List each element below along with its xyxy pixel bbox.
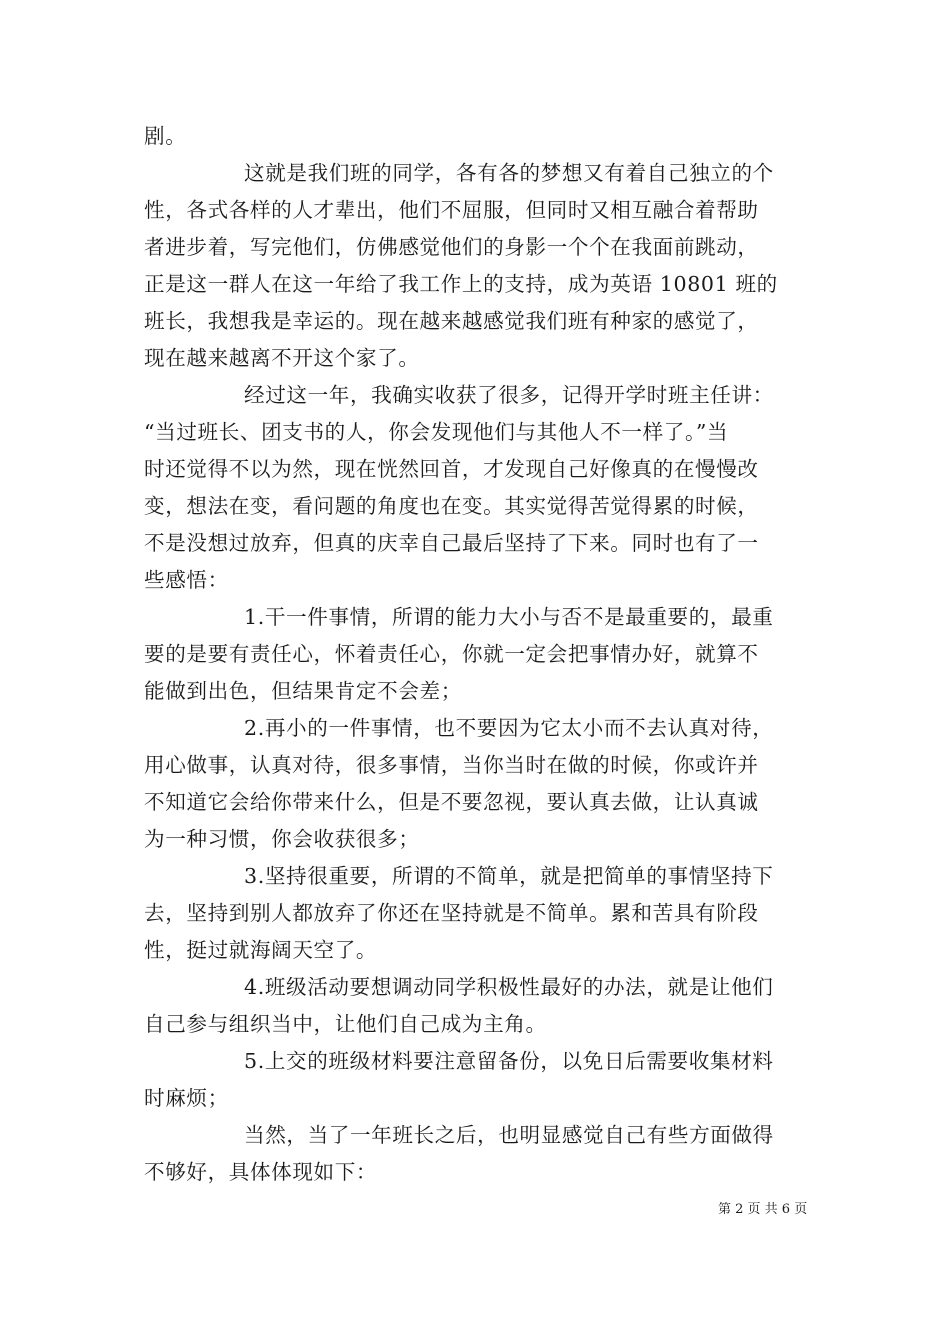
- text-line: 不是没想过放弃，但真的庆幸自己最后坚持了下来。同时也有了一: [144, 531, 759, 555]
- text-line: 去，坚持到别人都放弃了你还在坚持就是不简单。累和苦具有阶段: [144, 901, 759, 925]
- text-line: 现在越来越离不开这个家了。: [144, 346, 420, 370]
- text-line: 2.再小的一件事情，也不要因为它太小而不去认真对待，: [244, 716, 774, 740]
- text-line: 1.干一件事情，所谓的能力大小与否不是最重要的，最重: [244, 605, 774, 629]
- text-line: 5.上交的班级材料要注意留备份，以免日后需要收集材料: [244, 1049, 774, 1073]
- text-line: 性，各式各样的人才辈出，他们不屈服，但同时又相互融合着帮助: [144, 198, 759, 222]
- text-line: 不够好，具体体现如下：: [144, 1160, 378, 1184]
- text-line: 4.班级活动要想调动同学积极性最好的办法，就是让他们: [244, 975, 774, 999]
- text-line: 不知道它会给你带来什么，但是不要忽视，要认真去做，让认真诚: [144, 790, 759, 814]
- text-line: 能做到出色，但结果肯定不会差；: [144, 679, 462, 703]
- text-line: “当过班长、团支书的人，你会发现他们与其他人不一样了。”当: [144, 420, 729, 444]
- page-number-footer: 第 2 页 共 6 页: [718, 1202, 808, 1217]
- text-line: 当然，当了一年班长之后，也明显感觉自己有些方面做得: [244, 1123, 774, 1147]
- text-line: 些感悟：: [144, 568, 229, 592]
- text-line: 变，想法在变，看问题的角度也在变。其实觉得苦觉得累的时候，: [144, 494, 759, 518]
- text-line: 正是这一群人在这一年给了我工作上的支持，成为英语 10801 班的: [144, 272, 778, 296]
- text-line: 者进步着，写完他们，仿佛感觉他们的身影一个个在我面前跳动，: [144, 235, 759, 259]
- text-line: 时麻烦；: [144, 1086, 229, 1110]
- text-line: 经过这一年，我确实收获了很多，记得开学时班主任讲：: [244, 383, 774, 407]
- text-line: 为一种习惯，你会收获很多；: [144, 827, 420, 851]
- text-line: 时还觉得不以为然，现在恍然回首，才发现自己好像真的在慢慢改: [144, 457, 759, 481]
- document-body: [144, 118, 808, 1191]
- text-line: 班长，我想我是幸运的。现在越来越感觉我们班有种家的感觉了，: [144, 309, 759, 333]
- text-line: 自己参与组织当中，让他们自己成为主角。: [144, 1012, 547, 1036]
- text-line: 这就是我们班的同学，各有各的梦想又有着自己独立的个: [244, 161, 774, 185]
- text-line: 剧。: [144, 124, 187, 148]
- text-line: 3.坚持很重要，所谓的不简单，就是把简单的事情坚持下: [244, 864, 774, 888]
- text-line: 要的是要有责任心，怀着责任心，你就一定会把事情办好，就算不: [144, 642, 759, 666]
- text-line: 用心做事，认真对待，很多事情，当你当时在做的时候，你或许并: [144, 753, 759, 777]
- text-line: 性，挺过就海阔天空了。: [144, 938, 378, 962]
